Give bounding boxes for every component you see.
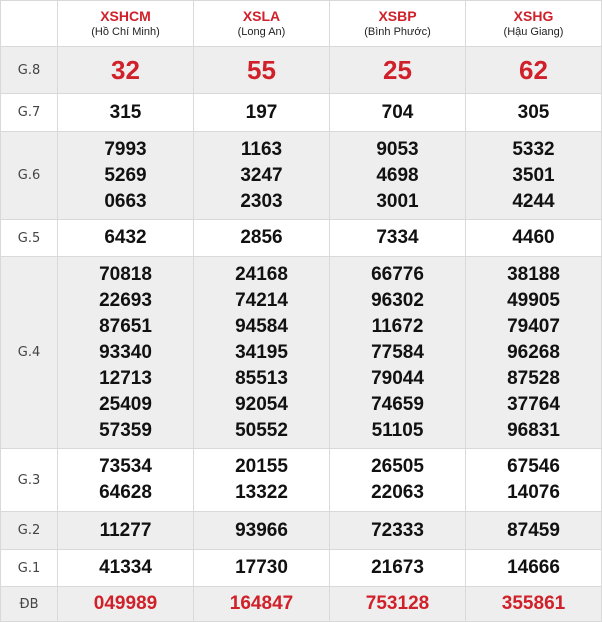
prize-number: 73534 — [99, 456, 152, 477]
prize-number: 14666 — [466, 550, 602, 587]
prize-number: 6432 — [58, 220, 194, 257]
prize-number: 67546 — [507, 456, 560, 477]
prize-number: 26505 — [371, 456, 424, 477]
prize-cell — [466, 257, 602, 449]
prize-number: 93966 — [194, 512, 330, 550]
prize-number: 7334 — [330, 220, 466, 257]
province-code[interactable]: XSHG — [513, 8, 554, 24]
special-prize-number: 753128 — [330, 587, 466, 622]
prize-number: 77584 — [371, 341, 424, 363]
prize-number: 74659 — [371, 393, 424, 415]
prize-cell — [466, 132, 602, 220]
prize-label: G.6 — [1, 132, 58, 220]
province-name: (Long An) — [237, 26, 286, 38]
prize-number: 7993 — [104, 138, 147, 160]
prize-number: 315 — [58, 94, 194, 132]
prize-number: 87528 — [507, 367, 560, 389]
prize-cell — [194, 257, 330, 449]
prize-label: ĐB — [1, 587, 58, 622]
prize-number: 5269 — [104, 164, 147, 186]
province-name: (Bình Phước) — [364, 26, 431, 38]
province-code[interactable]: XSHCM — [100, 8, 151, 24]
prize-cell — [194, 449, 330, 512]
prize-number: 50552 — [235, 419, 288, 441]
prize-row-g4 — [1, 257, 602, 449]
prize-number: 57359 — [99, 419, 152, 441]
province-header-row — [1, 1, 602, 47]
prize-number: 37764 — [507, 393, 560, 415]
prize-number: 32 — [58, 47, 194, 94]
prize-number: 93340 — [99, 341, 152, 363]
prize-number: 4698 — [376, 164, 419, 186]
prize-number: 197 — [194, 94, 330, 132]
prize-number: 96831 — [507, 419, 560, 441]
prize-number: 9053 — [376, 138, 419, 160]
prize-label: G.2 — [1, 512, 58, 550]
prize-number: 92054 — [235, 393, 288, 415]
prize-row-g3 — [1, 449, 602, 512]
province-code[interactable]: XSBP — [378, 8, 417, 24]
corner-cell — [1, 1, 58, 47]
prize-number: 24168 — [235, 263, 288, 285]
prize-number: 21673 — [330, 550, 466, 587]
prize-label: G.8 — [1, 47, 58, 94]
prize-number: 34195 — [235, 341, 288, 363]
prize-label: G.5 — [1, 220, 58, 257]
prize-number: 11672 — [371, 315, 424, 337]
prize-number: 12713 — [99, 367, 152, 389]
prize-row-g1 — [1, 550, 602, 587]
prize-number: 11277 — [58, 512, 194, 550]
prize-number: 51105 — [371, 419, 424, 441]
prize-number: 14076 — [507, 482, 560, 503]
prize-number: 85513 — [235, 367, 288, 389]
prize-number: 13322 — [235, 482, 288, 503]
province-name: (Hậu Giang) — [503, 26, 564, 38]
prize-number: 79407 — [507, 315, 560, 337]
prize-number: 41334 — [58, 550, 194, 587]
province-header[interactable] — [194, 1, 330, 47]
prize-number: 70818 — [99, 263, 152, 285]
special-prize-number: 164847 — [194, 587, 330, 622]
prize-number: 22693 — [99, 289, 152, 311]
prize-number: 17730 — [194, 550, 330, 587]
prize-number: 38188 — [507, 263, 560, 285]
prize-number: 704 — [330, 94, 466, 132]
prize-number: 2303 — [240, 190, 283, 212]
prize-number: 55 — [194, 47, 330, 94]
prize-number: 3001 — [376, 190, 419, 212]
prize-cell — [58, 257, 194, 449]
province-code[interactable]: XSLA — [242, 8, 281, 24]
prize-number: 72333 — [330, 512, 466, 550]
prize-row-special — [1, 587, 602, 622]
prize-cell — [330, 449, 466, 512]
prize-label: G.7 — [1, 94, 58, 132]
prize-number: 4460 — [466, 220, 602, 257]
prize-cell — [330, 132, 466, 220]
prize-number: 5332 — [512, 138, 555, 160]
prize-number: 96268 — [507, 341, 560, 363]
prize-label: G.1 — [1, 550, 58, 587]
prize-number: 62 — [466, 47, 602, 94]
prize-row-g8 — [1, 47, 602, 94]
prize-label: G.4 — [1, 257, 58, 449]
prize-number: 0663 — [104, 190, 147, 212]
prize-number: 2856 — [194, 220, 330, 257]
province-header[interactable] — [330, 1, 466, 47]
special-prize-number: 355861 — [466, 587, 602, 622]
prize-number: 87651 — [99, 315, 152, 337]
prize-number: 66776 — [371, 263, 424, 285]
prize-number: 20155 — [235, 456, 288, 477]
prize-number: 74214 — [235, 289, 288, 311]
prize-cell — [58, 132, 194, 220]
prize-number: 3247 — [240, 164, 283, 186]
province-name: (Hồ Chí Minh) — [91, 26, 160, 38]
prize-number: 305 — [466, 94, 602, 132]
prize-number: 94584 — [235, 315, 288, 337]
prize-row-g6 — [1, 132, 602, 220]
prize-row-g5 — [1, 220, 602, 257]
prize-number: 22063 — [371, 482, 424, 503]
prize-cell — [58, 449, 194, 512]
prize-label: G.3 — [1, 449, 58, 512]
prize-number: 79044 — [371, 367, 424, 389]
prize-number: 3501 — [512, 164, 555, 186]
prize-row-g7 — [1, 94, 602, 132]
prize-cell — [194, 132, 330, 220]
prize-number: 49905 — [507, 289, 560, 311]
prize-number: 1163 — [240, 138, 283, 160]
province-header[interactable] — [466, 1, 602, 47]
prize-cell — [330, 257, 466, 449]
prize-number: 25409 — [99, 393, 152, 415]
special-prize-number: 049989 — [58, 587, 194, 622]
prize-row-g2 — [1, 512, 602, 550]
prize-number: 64628 — [99, 482, 152, 503]
province-header[interactable] — [58, 1, 194, 47]
prize-number: 25 — [330, 47, 466, 94]
prize-number: 4244 — [512, 190, 555, 212]
prize-number: 87459 — [466, 512, 602, 550]
prize-cell — [466, 449, 602, 512]
prize-number: 96302 — [371, 289, 424, 311]
